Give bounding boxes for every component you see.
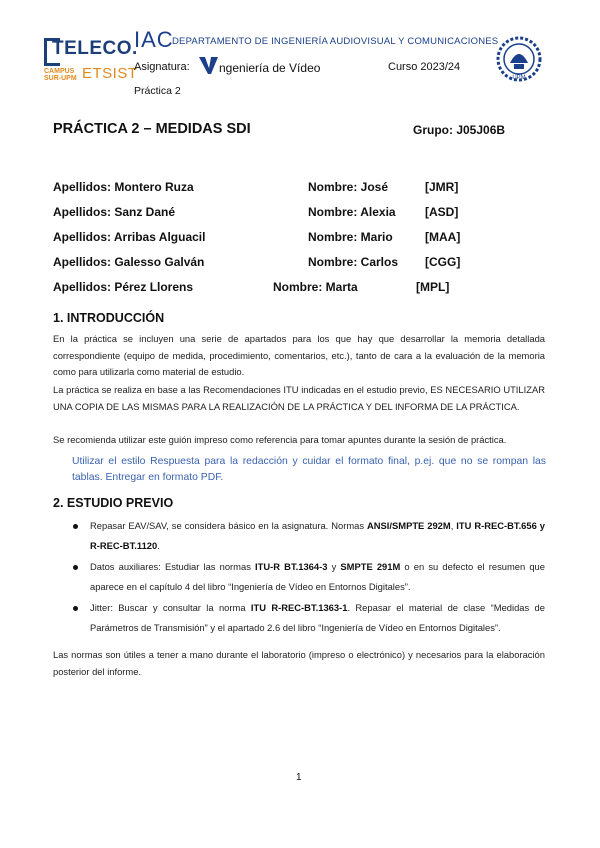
student-3-apellidos: Apellidos: Arribas Alguacil <box>53 230 206 244</box>
estudio-bullet-1 <box>90 516 545 556</box>
student-2-nombre: Nombre: Alexia <box>308 205 396 219</box>
etsist-logo-text: ETSIST <box>82 65 138 82</box>
student-4-apellidos: Apellidos: Galesso Galván <box>53 255 205 269</box>
upm-seal-icon <box>492 33 546 83</box>
student-4-code: [CGG] <box>425 255 461 269</box>
bullet-2-sep: y <box>327 561 341 572</box>
intro-paragraph-1: En la práctica se incluyen una serie de apartados para los que hay que desarrollar la memoria detallada correspondiente (equipo de medida, procedimiento, comentarios, etc.), tanto de cara a la evaluación de la memoria como para utilizarla como material de estudio. <box>53 333 545 377</box>
student-3-nombre: Nombre: Mario <box>308 230 393 244</box>
page-title: PRÁCTICA 2 – MEDIDAS SDI <box>53 121 251 137</box>
student-2-code: [ASD] <box>425 205 459 219</box>
seal-text: UPM <box>512 75 526 81</box>
intro-paragraph-3: Se recomienda utilizar este guión impreso como referencia para tomar apuntes durante la sesión de práctica. <box>53 434 507 445</box>
bullet-dot <box>73 565 78 570</box>
bullet-dot <box>73 606 78 611</box>
style-note: Utilizar el estilo Respuesta para la redacción y cuidar el formato final, p.ej. que no se rompan las tablas. Entregar en formato PDF. <box>72 456 546 483</box>
iac-logo: IAC <box>134 27 174 52</box>
bullet-2-norm-2: SMPTE 291M <box>340 561 401 572</box>
estudio-bullet-3 <box>90 598 545 638</box>
student-2-apellidos: Apellidos: Sanz Dané <box>53 205 176 219</box>
student-1-code: [JMR] <box>425 180 459 194</box>
practica-label: Práctica 2 <box>134 85 181 97</box>
campus-logo-text: CAMPUS SUR-UPM <box>44 68 77 82</box>
student-3-code: [MAA] <box>425 230 461 244</box>
teleco-logo-text: TELECO. <box>52 38 138 59</box>
bullet-1-sep: , <box>450 520 457 531</box>
student-5-nombre: Nombre: Marta <box>273 280 358 294</box>
student-1-apellidos: Apellidos: Montero Ruza <box>53 180 194 194</box>
estudio-bullet-2 <box>90 557 545 597</box>
page-number: 1 <box>296 772 302 783</box>
video-engineering-logo-icon <box>199 55 219 75</box>
student-5-code: [MPL] <box>416 280 450 294</box>
intro-heading: 1. INTRODUCCIÓN <box>53 311 165 325</box>
bullet-1-norm-1: ANSI/SMPTE 292M <box>367 520 451 531</box>
intro-paragraph-2: La práctica se realiza en base a las Recomendaciones ITU indicadas en el estudio previo, ES NECESARIO UTILIZAR UNA COPIA DE LAS MISMAS PARA LA REALIZACIÓN DE LA PRÁCTICA Y DEL INFORMA DE LA PRÁCTICA. <box>53 384 545 412</box>
bullet-3-norm: ITU R-REC-BT.1363-1 <box>250 602 348 613</box>
student-4-nombre: Nombre: Carlos <box>308 255 399 269</box>
bullet-3-text: Jitter: Buscar y consultar la norma <box>90 602 251 613</box>
asignatura-label: Asignatura: <box>134 61 190 73</box>
bullet-1-end: . <box>157 540 160 551</box>
teleco-logo <box>44 38 138 86</box>
bullet-1-text: Repasar EAV/SAV, se considera básico en la asignatura. Normas <box>90 520 367 531</box>
bullet-2-end: o en su defecto el resumen que aparece en el capítulo 4 del libro “Ingeniería de Vídeo en Entornos Digitales”. <box>90 561 545 592</box>
bullet-2-norm-1: ITU-R BT.1364-3 <box>255 561 328 572</box>
grupo: Grupo: J05J06B <box>413 123 506 137</box>
student-1-nombre: Nombre: José <box>308 180 389 194</box>
curso: Curso 2023/24 <box>388 61 461 73</box>
department-name: DEPARTAMENTO DE INGENIERÍA AUDIOVISUAL Y COMUNICACIONES <box>172 36 499 47</box>
bullet-1-norm-2: ITU R-REC-BT.656 y R-REC-BT.1120 <box>90 520 545 551</box>
asignatura-name: ngeniería de Vídeo <box>219 61 321 75</box>
bullet-dot <box>73 524 78 529</box>
estudio-closing: Las normas son útiles a tener a mano durante el laboratorio (impreso o electrónico) y necesarios para la elaboración posterior del informe. <box>53 649 545 677</box>
bullet-2-text: Datos auxiliares: Estudiar las normas <box>90 561 256 572</box>
bullet-3-end: . Repasar el material de clase “Medidas de Parámetros de Transmisión” y el apartado 2.6 del libro “Ingeniería de Vídeo en Entornos Digitales”. <box>90 602 545 633</box>
estudio-heading: 2. ESTUDIO PREVIO <box>53 496 174 510</box>
student-5-apellidos: Apellidos: Pérez Llorens <box>53 280 194 294</box>
